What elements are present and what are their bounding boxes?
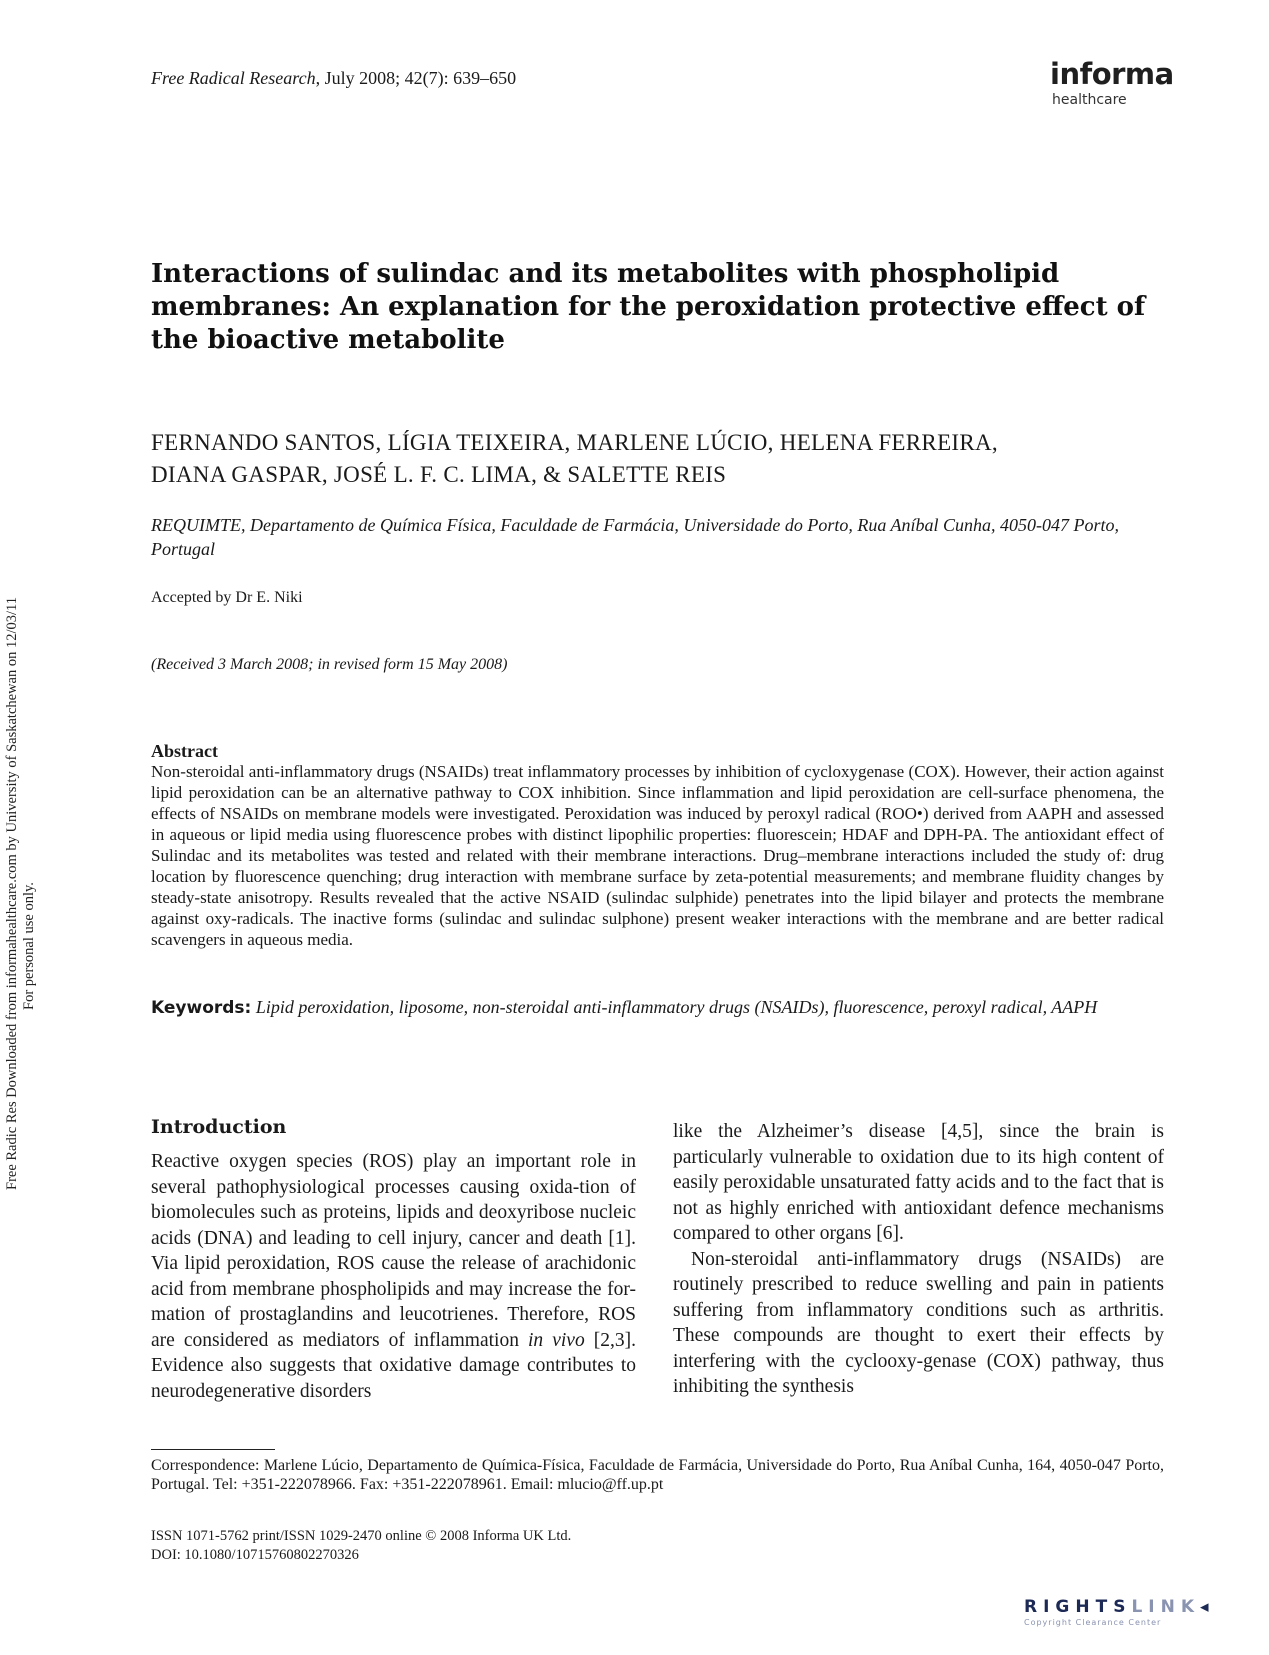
authors-line-2: DIANA GASPAR, JOSÉ L. F. C. LIMA, & SALETTE REIS [151, 462, 727, 487]
affiliation: REQUIMTE, Departamento de Química Física, Faculdade de Farmácia, Universidade do Porto, Rua Aníbal Cunha, 4050-047 Porto, Portugal [151, 515, 1120, 559]
intro-left-text-a: Reactive oxygen species (ROS) play an important role in several pathophysiological processes causing oxida-tion of biomolecules such as proteins, lipids and deoxyribose nucleic acids (DNA) and leading to cell injury, cancer and death [1]. Via lipid peroxidation, ROS cause the release of arachidonic acid from membrane phospholipids and may increase the for-mation of prostaglandins and leucotrienes. Therefore, ROS are considered as mediators of inflammation [151, 1151, 636, 1351]
journal-name: Free Radical Research [151, 68, 316, 88]
journal-citation [151, 68, 516, 89]
download-watermark [4, 490, 38, 1190]
accepted-by: Accepted by Dr E. Niki [151, 589, 303, 606]
rightslink-tagline: Copyright Clearance Center [1024, 1618, 1162, 1627]
received-dates: (Received 3 March 2008; in revised form 15 May 2008) [151, 656, 508, 673]
abstract-heading: Abstract [151, 741, 218, 761]
keywords [151, 995, 1164, 1021]
introduction-heading: Introduction [151, 1116, 287, 1138]
author-list [151, 427, 1151, 491]
intro-right-paragraph-1: like the Alzheimer’s disease [4,5], since the brain is particularly vulnerable to oxidation due to its high content of easily peroxidable unsaturated fatty acids and to the fact that is not as highly enriched with antioxidant defence mechanisms compared to other organs [6]. [673, 1121, 1164, 1244]
logo-subtitle: healthcare [1052, 92, 1127, 108]
authors-line-1: FERNANDO SANTOS, LÍGIA TEIXEIRA, MARLENE LÚCIO, HELENA FERREIRA, [151, 430, 998, 455]
intro-left-text-b: [2,3]. Evidence also suggests that oxidative damage contributes to neurodegenerative disorders [151, 1329, 636, 1402]
footnote-divider [151, 1449, 275, 1450]
rightslink-logo [1024, 1597, 1260, 1627]
publication-info [151, 1527, 571, 1565]
rightslink-arrow-icon: ◂ [1200, 1597, 1215, 1617]
introduction-left-column [151, 1149, 636, 1404]
watermark-line-1: Free Radic Res Downloaded from informahealthcare.com by University of Saskatchewan on 12/03/11 [4, 597, 20, 1190]
article-title: Interactions of sulindac and its metabolites with phospholipid membranes: An explanation for the peroxidation protective effect of the bioactive metabolite [151, 259, 1146, 355]
logo-name: informa [1050, 57, 1174, 91]
abstract-text: Non-steroidal anti-inflammatory drugs (NSAIDs) treat inflammatory processes by inhibition of cycloxygenase (COX). However, their action against lipid peroxidation can be an alternative pathway to COX inhibition. Since inflammation and lipid peroxidation are cell-surface phenomena, the effects of NSAIDs on membrane models were investigated. Peroxidation was induced by peroxyl radical (ROO•) derived from AAPH and assessed in aqueous or lipid media using fluorescence probes with distinct lipophilic properties: fluorescein; HDAF and DPH-PA. The antioxidant effect of Sulindac and its metabolites was tested and related with their membrane interactions. Drug–membrane interactions included the study of: drug location by fluorescence quenching; drug interaction with membrane surface by zeta-potential measurements; and membrane fluidity changes by steady-state anisotropy. Results revealed that the active NSAID (sulindac sulphide) penetrates into the lipid bilayer and protects the membrane against oxy-radicals. The inactive forms (sulindac and sulindac sulphone) present weaker interactions with the membrane and are better radical scavengers in aqueous media. [151, 762, 1164, 949]
rightslink-part-b: LINK [1131, 1597, 1200, 1617]
correspondence-note: Correspondence: Marlene Lúcio, Departamento de Química-Física, Faculdade de Farmácia, Universidade do Porto, Rua Aníbal Cunha, 164, 4050-047 Porto, Portugal. Tel: +351-222078966. Fax: +351-222078961. Email: mlucio@ff.up.pt [151, 1457, 1164, 1493]
rightslink-wordmark [1024, 1597, 1260, 1617]
intro-left-italic: in vivo [528, 1329, 585, 1351]
intro-right-paragraph-2: Non-steroidal anti-inflammatory drugs (NSAIDs) are routinely prescribed to reduce swelling and pain in patients suffering from inflammatory conditions such as arthritis. These compounds are thought to exert their effects by interfering with the cyclooxy-genase (COX) pathway, thus inhibiting the synthesis [673, 1248, 1164, 1397]
introduction-right-column [673, 1119, 1164, 1400]
watermark-line-2: For personal use only. [21, 882, 37, 1010]
keywords-label: Keywords: [151, 998, 252, 1018]
informa-healthcare-logo [1050, 57, 1190, 108]
citation-details: , July 2008; 42(7): 639–650 [315, 68, 517, 88]
keywords-list: Lipid peroxidation, liposome, non-steroidal anti-inflammatory drugs (NSAIDs), fluorescence, peroxyl radical, AAPH [255, 997, 1098, 1017]
doi-line: DOI: 10.1080/10715760802270326 [151, 1547, 359, 1563]
rightslink-part-a: RIGHTS [1024, 1597, 1132, 1617]
issn-line: ISSN 1071-5762 print/ISSN 1029-2470 online © 2008 Informa UK Ltd. [151, 1528, 572, 1544]
